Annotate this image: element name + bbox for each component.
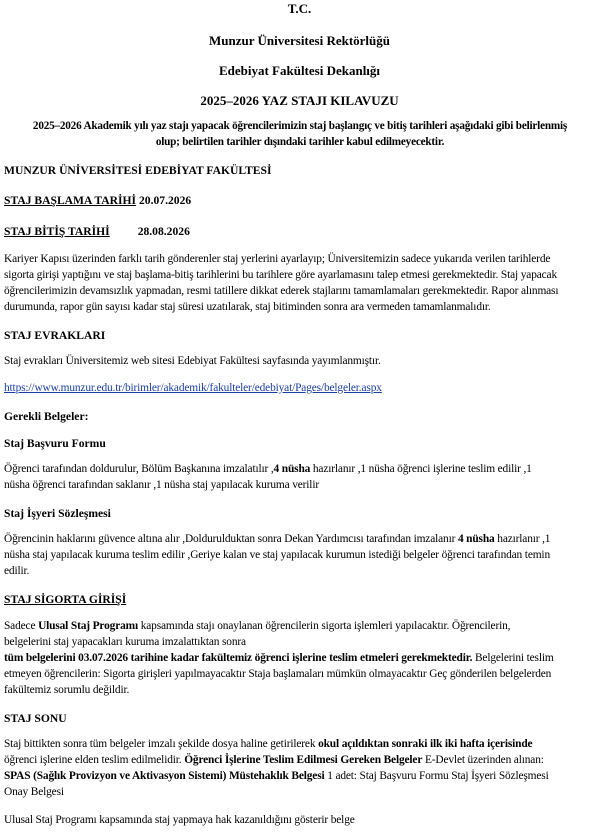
basvuru-line-1 [4, 462, 596, 478]
rules-line-4: durumunda, rapor gün sayısı kadar staj süresi uzatılarak, staj bitiminden sonra ara vermeden tamamlanmalıdır. [4, 301, 491, 313]
rules-line-1: Kariyer Kapısı üzerinden farklı tarih gönderenler staj yerlerini ayarlayıp; Üniversitemizin sadece yukarıda verilen tarihlerde [4, 253, 551, 265]
sonu-period: okul açıldıktan sonraki ilk iki hafta içerisinde [318, 738, 533, 750]
basvuru-heading: Staj Başvuru Formu [4, 437, 106, 450]
sonu-l2-a: öğrenci işlerine elden teslim edilmelidir. [4, 754, 185, 766]
sigorta-l1-c: kapsamında stajı onaylanan öğrencilerin sigorta işlemleri yapılacaktır. Öğrencilerin, [138, 620, 511, 632]
basvuru-l1-a: Öğrenci tarafından doldurulur, Bölüm Başkanına imzalatılır , [4, 463, 274, 475]
sonu-heading: STAJ SONU [4, 712, 67, 725]
basvuru-copies: 4 nüsha [273, 463, 311, 475]
start-date-row [4, 193, 596, 208]
sigorta-line-3 [4, 651, 596, 667]
sonu-line-1 [4, 737, 596, 753]
sigorta-heading-text: STAJ SİGORTA GİRİŞİ [4, 593, 127, 606]
evraklar-link-row [4, 381, 596, 397]
sozlesme-line-1 [4, 532, 596, 548]
start-date-value: 20.07.2026 [138, 194, 192, 207]
sonu-l3-b: 1 adet: Staj Başvuru Formu Staj İşyeri Sözleşmesi [324, 770, 549, 782]
basvuru-l1-c: hazırlanır ,1 nüsha öğrenci işlerine teslim edilir ,1 [310, 463, 532, 475]
end-date-value: 28.08.2026 [137, 225, 190, 238]
header-university: Munzur Üniversitesi Rektörlüğü [208, 33, 391, 48]
sozlesme-line-2: nüsha staj yapılacak kuruma teslim edilir ,Geriye kalan ve staj yapılacak kurumun istediği belgeler öğrenci tarafından temin [4, 549, 550, 561]
rules-line-2: sigorta girişi yaptığını ve staj başlama-bitiş tarihlerini bu tarihlere göre ayarlamasını talep etmesi gerekmektedir. Staj yapacak [4, 269, 558, 281]
sigorta-line-4: etmeyen öğrencilerin: Sigorta girişleri yapılmayacaktır Staja başlamaları mümkün olmayacaktır Geç gönderilen belgelerden [4, 668, 552, 680]
sonu-line-2 [4, 753, 596, 769]
sonu-line-4: Onay Belgesi [4, 786, 64, 798]
end-date-row [4, 224, 596, 239]
header-faculty: Edebiyat Fakültesi Dekanlığı [218, 63, 381, 78]
sonu-docs-title: Öğrenci İşlerine Teslim Edilmesi Gereken Belgeler [184, 754, 423, 766]
sozlesme-heading: Staj İşyeri Sözleşmesi [4, 507, 111, 520]
document-title: 2025–2026 YAZ STAJI KILAVUZU [200, 93, 399, 108]
sigorta-program: Ulusal Staj Programı [38, 620, 138, 632]
sigorta-heading [4, 592, 596, 607]
faculty-heading: MUNZUR ÜNİVERSİTESİ EDEBİYAT FAKÜLTESİ [4, 164, 272, 177]
sigorta-l3-b: Belgelerini teslim [472, 652, 554, 664]
sonu-line-3 [4, 769, 596, 785]
rules-line-3: öğrencilerimizin devamsızlık yapmadan, resmi tatillere dikkat ederek stajlarını tamamlamaları gerekmektedir. Rapor alınması [4, 285, 559, 297]
sonu-l2-c: E-Devlet üzerinden alınan: [422, 754, 544, 766]
documents-link[interactable]: https://www.munzur.edu.tr/birimler/akademik/fakulteler/edebiyat/Pages/belgeler.aspx [4, 382, 382, 394]
sonu-spas: SPAS (Sağlık Provizyon ve Aktivasyon Sistemi) Müstehaklık Belgesi [4, 770, 325, 782]
footer-text: Ulusal Staj Programı kapsamında staj yapmaya hak kazanıldığını gösterir belge [4, 814, 355, 826]
sigorta-line-2: belgelerini staj yapacakları kuruma imzalattıktan sonra [4, 636, 246, 648]
sozlesme-copies: 4 nüsha [457, 533, 495, 545]
sozlesme-l1-c: hazırlanır ,1 [494, 533, 551, 545]
end-date-label: STAJ BİTİŞ TARİHİ [4, 225, 110, 238]
sigorta-line-1 [4, 619, 596, 635]
intro-line-1: 2025–2026 Akademik yılı yaz stajı yapacak öğrencilerimizin staj başlangıç ve bitiş tarihleri aşağıdaki gibi belirlenmiş [32, 120, 568, 132]
header-tc: T.C. [287, 1, 312, 16]
evraklar-heading: STAJ EVRAKLARI [4, 329, 106, 342]
sigorta-l1-a: Sadece [4, 620, 39, 632]
sigorta-line-5: fakültemiz sorumlu değildir. [4, 684, 130, 696]
gerekli-heading: Gerekli Belgeler: [4, 410, 89, 423]
basvuru-line-2: nüsha öğrenci tarafından saklanır ,1 nüsha staj yapılacak kuruma verilir [4, 479, 319, 491]
intro-line-2: olup; belirtilen tarihler dışındaki tarihler kabul edilmeyecektir. [155, 136, 445, 148]
sozlesme-line-3: edilir. [4, 565, 30, 577]
sozlesme-l1-a: Öğrencinin haklarını güvence altına alır ,Doldurulduktan sonra Dekan Yardımcısı tarafından imzalanır [4, 533, 458, 545]
start-date-label: STAJ BAŞLAMA TARİHİ [4, 194, 137, 207]
evraklar-text: Staj evrakları Üniversitemiz web sitesi Edebiyat Fakültesi sayfasında yayımlanmıştır. [4, 355, 381, 367]
sonu-l1-a: Staj bittikten sonra tüm belgeler imzalı şekilde dosya haline getirilerek [4, 738, 319, 750]
sigorta-deadline: tüm belgelerini 03.07.2026 tarihine kadar fakültemiz öğrenci işlerine teslim etmeleri gerekmektedir. [4, 652, 473, 664]
